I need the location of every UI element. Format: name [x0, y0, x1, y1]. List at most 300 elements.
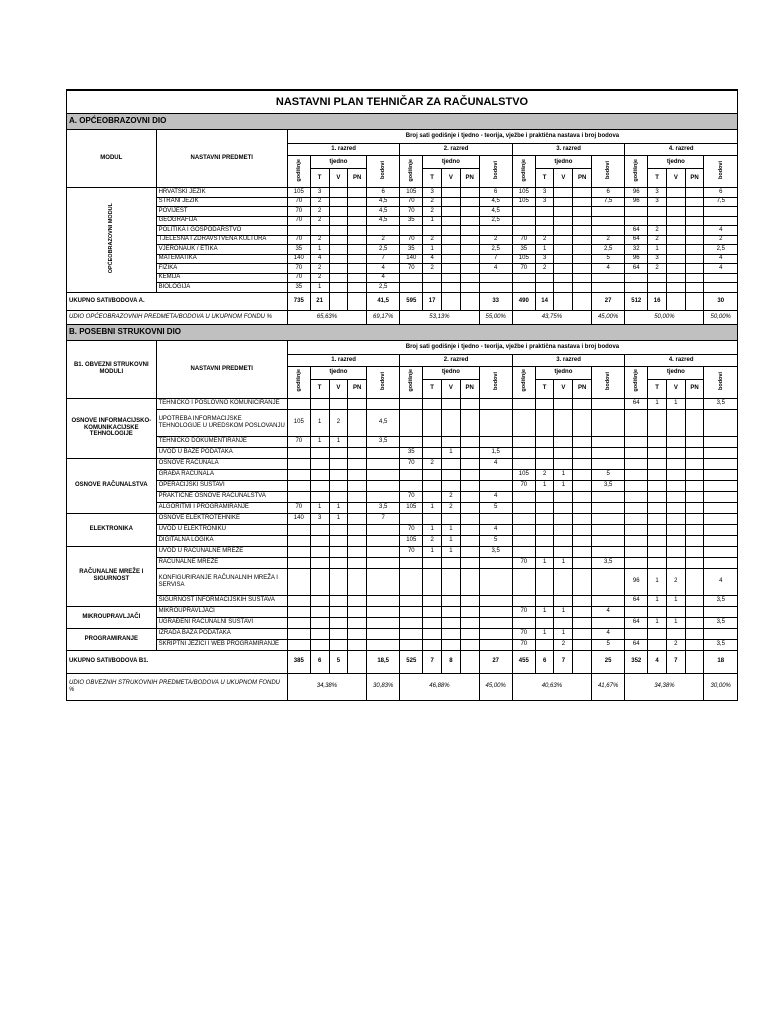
value-cell: 1 — [648, 245, 667, 255]
value-cell — [329, 207, 348, 217]
value-cell — [442, 197, 461, 207]
value-cell: 3 — [535, 197, 554, 207]
subject-name: MIKROUPRAVLJAČI — [156, 606, 287, 617]
value-cell: 2 — [554, 639, 573, 650]
value-cell — [685, 458, 704, 469]
value-cell: 525 — [400, 650, 423, 673]
value-cell — [573, 458, 592, 469]
value-cell — [554, 546, 573, 557]
value-cell — [591, 502, 624, 513]
value-cell — [591, 524, 624, 535]
value-cell — [554, 524, 573, 535]
bodovi-header — [367, 366, 400, 398]
value-cell — [625, 469, 648, 480]
godisnje-header — [287, 156, 310, 188]
value-cell: 35 — [512, 245, 535, 255]
percent-hours: 34,38% — [625, 673, 704, 700]
value-cell — [460, 447, 479, 458]
year-header: 3. razred — [512, 144, 624, 156]
value-cell — [479, 595, 512, 606]
value-cell — [666, 628, 685, 639]
value-cell — [460, 436, 479, 447]
value-cell — [685, 264, 704, 274]
value-cell — [367, 491, 400, 502]
subject-name: TEHNIČKO I POSLOVNO KOMUNICIRANJE — [156, 398, 287, 409]
value-cell — [591, 617, 624, 628]
value-cell — [573, 628, 592, 639]
value-cell — [287, 458, 310, 469]
bodovi-label: bodovi — [605, 371, 612, 390]
value-cell: 1 — [423, 245, 442, 255]
value-cell: 4 — [704, 264, 738, 274]
value-cell — [591, 226, 624, 236]
value-cell: 30 — [704, 292, 738, 310]
value-cell — [367, 639, 400, 650]
value-cell — [348, 513, 367, 524]
percent-points: 30,83% — [367, 673, 400, 700]
value-cell — [554, 535, 573, 546]
value-cell: 1 — [442, 535, 461, 546]
value-cell: 64 — [625, 398, 648, 409]
value-cell: 4,5 — [367, 207, 400, 217]
value-cell: 4 — [591, 606, 624, 617]
value-cell — [554, 207, 573, 217]
value-cell — [685, 226, 704, 236]
value-cell — [591, 568, 624, 595]
value-cell: 1 — [329, 502, 348, 513]
value-cell — [479, 480, 512, 491]
value-cell — [460, 535, 479, 546]
percent-points: 50,00% — [704, 310, 738, 324]
value-cell — [287, 595, 310, 606]
value-cell — [554, 188, 573, 198]
value-cell — [648, 207, 667, 217]
value-cell — [310, 606, 329, 617]
value-cell — [666, 524, 685, 535]
value-cell: 70 — [512, 557, 535, 568]
col-header-predmeti: NASTAVNI PREDMETI — [156, 340, 287, 398]
value-cell — [287, 469, 310, 480]
value-cell — [666, 458, 685, 469]
value-cell — [554, 502, 573, 513]
value-cell — [535, 216, 554, 226]
subject-name: ALGORITMI I PROGRAMIRANJE — [156, 502, 287, 513]
value-cell: 4 — [479, 264, 512, 274]
value-cell: 4 — [479, 491, 512, 502]
tjedno-header: tjedno — [423, 366, 479, 379]
value-cell — [685, 595, 704, 606]
value-cell: 2 — [591, 235, 624, 245]
value-cell: 70 — [400, 264, 423, 274]
subject-name: KEMIJA — [156, 273, 287, 283]
value-cell — [348, 264, 367, 274]
value-cell: 2 — [423, 458, 442, 469]
pn-header: PN — [348, 379, 367, 398]
value-cell — [573, 216, 592, 226]
value-cell: 70 — [400, 207, 423, 217]
value-cell — [460, 197, 479, 207]
value-cell — [460, 235, 479, 245]
value-cell — [573, 436, 592, 447]
value-cell: 8 — [442, 650, 461, 673]
value-cell — [554, 617, 573, 628]
value-cell — [704, 524, 738, 535]
value-cell — [479, 568, 512, 595]
bodovi-label: bodovi — [605, 161, 612, 180]
value-cell — [348, 546, 367, 557]
value-cell: 3 — [648, 188, 667, 198]
value-cell — [442, 639, 461, 650]
v-header: V — [329, 379, 348, 398]
value-cell — [685, 436, 704, 447]
value-cell — [400, 628, 423, 639]
value-cell — [573, 409, 592, 436]
value-cell — [512, 216, 535, 226]
godisnje-header — [287, 366, 310, 398]
value-cell — [535, 502, 554, 513]
value-cell — [704, 491, 738, 502]
value-cell: 735 — [287, 292, 310, 310]
value-cell — [648, 447, 667, 458]
value-cell — [512, 535, 535, 546]
value-cell — [554, 409, 573, 436]
value-cell — [348, 480, 367, 491]
subject-name: HRVATSKI JEZIK — [156, 188, 287, 198]
value-cell — [685, 409, 704, 436]
subject-name: TEHNIČKO DOKUMENTIRANJE — [156, 436, 287, 447]
value-cell — [685, 557, 704, 568]
value-cell — [460, 513, 479, 524]
value-cell: 6 — [591, 188, 624, 198]
value-cell — [512, 502, 535, 513]
value-cell: 4 — [423, 254, 442, 264]
value-cell — [704, 273, 738, 283]
value-cell — [666, 188, 685, 198]
value-cell: 70 — [287, 436, 310, 447]
value-cell — [685, 628, 704, 639]
value-cell — [512, 436, 535, 447]
value-cell — [666, 502, 685, 513]
value-cell: 70 — [400, 235, 423, 245]
value-cell — [400, 513, 423, 524]
value-cell: 3,5 — [704, 617, 738, 628]
value-cell — [348, 216, 367, 226]
value-cell: 2 — [423, 535, 442, 546]
value-cell — [310, 447, 329, 458]
value-cell — [573, 398, 592, 409]
value-cell — [329, 245, 348, 255]
value-cell — [648, 216, 667, 226]
value-cell — [310, 524, 329, 535]
value-cell — [554, 254, 573, 264]
bodovi-label: bodovi — [717, 371, 724, 390]
value-cell — [348, 628, 367, 639]
value-cell — [625, 628, 648, 639]
value-cell — [329, 283, 348, 293]
tjedno-header: tjedno — [535, 156, 591, 169]
t-header: T — [648, 169, 667, 188]
value-cell: 2 — [310, 216, 329, 226]
percent-label: UDIO OPĆEOBRAZOVNIH PREDMETA/BODOVA U UKUPNOM FONDU % — [67, 310, 288, 324]
year-header: 3. razred — [512, 354, 624, 366]
value-cell — [704, 502, 738, 513]
value-cell: 1 — [442, 447, 461, 458]
value-cell — [512, 207, 535, 217]
value-cell — [442, 254, 461, 264]
value-cell — [625, 513, 648, 524]
value-cell — [367, 458, 400, 469]
value-cell: 1 — [648, 568, 667, 595]
value-cell: 5 — [591, 469, 624, 480]
value-cell — [287, 557, 310, 568]
value-cell — [460, 409, 479, 436]
value-cell — [666, 254, 685, 264]
value-cell: 105 — [400, 188, 423, 198]
value-cell — [704, 557, 738, 568]
tjedno-header: tjedno — [423, 156, 479, 169]
value-cell — [625, 409, 648, 436]
year-header: 4. razred — [625, 354, 738, 366]
value-cell — [400, 409, 423, 436]
value-cell — [573, 235, 592, 245]
value-cell: 3 — [535, 254, 554, 264]
value-cell: 3 — [648, 197, 667, 207]
value-cell — [460, 524, 479, 535]
value-cell: 105 — [287, 409, 310, 436]
value-cell — [460, 650, 479, 673]
value-cell — [460, 188, 479, 198]
value-cell: 2 — [535, 264, 554, 274]
value-cell — [310, 535, 329, 546]
value-cell: 70 — [287, 264, 310, 274]
v-header: V — [442, 379, 461, 398]
value-cell: 1 — [554, 469, 573, 480]
value-cell — [535, 283, 554, 293]
value-cell — [625, 436, 648, 447]
value-cell — [348, 502, 367, 513]
value-cell — [348, 568, 367, 595]
module-name: OPĆEOBRAZOVNI MODUL — [108, 203, 115, 274]
value-cell — [591, 436, 624, 447]
value-cell: 4,5 — [367, 216, 400, 226]
value-cell — [535, 546, 554, 557]
v-header: V — [554, 379, 573, 398]
bodovi-label: bodovi — [492, 371, 499, 390]
value-cell — [591, 595, 624, 606]
value-cell — [479, 226, 512, 236]
value-cell — [573, 264, 592, 274]
t-header: T — [423, 379, 442, 398]
subject-name: TJELESNA I ZDRAVSTVENA KULTURA — [156, 235, 287, 245]
godisnje-header — [512, 156, 535, 188]
value-cell: 140 — [287, 254, 310, 264]
value-cell — [367, 469, 400, 480]
value-cell — [554, 197, 573, 207]
value-cell — [704, 469, 738, 480]
value-cell — [685, 188, 704, 198]
value-cell — [704, 628, 738, 639]
value-cell — [512, 447, 535, 458]
value-cell: 105 — [512, 254, 535, 264]
t-header: T — [535, 379, 554, 398]
value-cell — [573, 447, 592, 458]
value-cell — [442, 216, 461, 226]
value-cell — [685, 617, 704, 628]
value-cell: 2 — [704, 235, 738, 245]
percent-hours: 50,00% — [625, 310, 704, 324]
value-cell: 70 — [400, 458, 423, 469]
value-cell — [479, 409, 512, 436]
value-cell: 35 — [400, 447, 423, 458]
value-cell — [310, 226, 329, 236]
value-cell — [423, 595, 442, 606]
value-cell: 41,5 — [367, 292, 400, 310]
value-cell — [573, 188, 592, 198]
value-cell: 3,5 — [704, 639, 738, 650]
value-cell — [329, 292, 348, 310]
value-cell — [554, 513, 573, 524]
value-cell — [554, 595, 573, 606]
value-cell — [479, 469, 512, 480]
t-header: T — [535, 169, 554, 188]
value-cell — [442, 235, 461, 245]
value-cell: 1 — [423, 216, 442, 226]
value-cell: 5 — [479, 535, 512, 546]
value-cell — [704, 436, 738, 447]
value-cell — [310, 595, 329, 606]
module-name: RAČUNALNE MREŽE I SIGURNOST — [67, 546, 157, 606]
value-cell — [573, 254, 592, 264]
value-cell: 1 — [648, 595, 667, 606]
hours-header: Broj sati godišnje i tjedno - teorija, vježbe i praktična nastava i broj bodova — [287, 130, 737, 144]
godisnje-label: godišnje — [633, 369, 640, 393]
subject-name: POVIJEST — [156, 207, 287, 217]
value-cell — [573, 639, 592, 650]
value-cell: 70 — [512, 639, 535, 650]
value-cell — [666, 447, 685, 458]
value-cell — [685, 398, 704, 409]
pn-header: PN — [348, 169, 367, 188]
value-cell: 35 — [287, 245, 310, 255]
bodovi-header — [704, 366, 738, 398]
godisnje-label: godišnje — [408, 158, 415, 182]
value-cell — [442, 469, 461, 480]
value-cell — [442, 628, 461, 639]
value-cell — [348, 226, 367, 236]
subject-name: MATEMATIKA — [156, 254, 287, 264]
subject-name: VJERONAUK / ETIKA — [156, 245, 287, 255]
value-cell: 64 — [625, 617, 648, 628]
value-cell — [704, 458, 738, 469]
value-cell — [685, 513, 704, 524]
value-cell: 2 — [479, 235, 512, 245]
value-cell — [535, 639, 554, 650]
pn-header: PN — [685, 379, 704, 398]
godisnje-label: godišnje — [295, 158, 302, 182]
value-cell — [625, 447, 648, 458]
value-cell — [287, 491, 310, 502]
value-cell — [287, 524, 310, 535]
value-cell — [460, 283, 479, 293]
value-cell: 3,5 — [479, 546, 512, 557]
value-cell: 35 — [400, 216, 423, 226]
value-cell — [329, 491, 348, 502]
value-cell — [460, 469, 479, 480]
percent-points: 45,00% — [479, 673, 512, 700]
godisnje-header — [625, 156, 648, 188]
value-cell — [400, 398, 423, 409]
value-cell — [442, 245, 461, 255]
module-name: ELEKTRONIKA — [67, 513, 157, 546]
value-cell: 455 — [512, 650, 535, 673]
year-header: 1. razred — [287, 144, 399, 156]
value-cell: 7 — [367, 513, 400, 524]
value-cell — [310, 639, 329, 650]
value-cell — [442, 436, 461, 447]
value-cell — [479, 398, 512, 409]
value-cell: 70 — [287, 216, 310, 226]
godisnje-label: godišnje — [633, 158, 640, 182]
value-cell — [460, 502, 479, 513]
value-cell: 3,5 — [591, 557, 624, 568]
value-cell — [625, 207, 648, 217]
subject-name: UPOTREBA INFORMACIJSKE TEHNOLOGIJE U UREDSKOM POSLOVANJU — [156, 409, 287, 436]
value-cell — [287, 546, 310, 557]
year-header: 2. razred — [400, 354, 512, 366]
value-cell — [479, 639, 512, 650]
value-cell — [367, 226, 400, 236]
value-cell — [400, 606, 423, 617]
value-cell — [287, 447, 310, 458]
godisnje-header — [400, 366, 423, 398]
bodovi-header — [591, 366, 624, 398]
module-name: PROGRAMIRANJE — [67, 628, 157, 650]
subject-name: UGRAĐENI RAČUNALNI SUSTAVI — [156, 617, 287, 628]
value-cell: 70 — [512, 264, 535, 274]
tjedno-header: tjedno — [648, 366, 704, 379]
value-cell: 64 — [625, 226, 648, 236]
value-cell — [348, 409, 367, 436]
value-cell — [554, 398, 573, 409]
value-cell — [329, 264, 348, 274]
curriculum-table — [66, 89, 738, 701]
value-cell: 70 — [512, 235, 535, 245]
value-cell: 1 — [554, 606, 573, 617]
value-cell — [554, 568, 573, 595]
value-cell — [591, 207, 624, 217]
value-cell — [460, 546, 479, 557]
value-cell: 18 — [704, 650, 738, 673]
value-cell — [400, 469, 423, 480]
bodovi-label: bodovi — [380, 371, 387, 390]
value-cell — [648, 491, 667, 502]
value-cell — [329, 595, 348, 606]
value-cell: 1 — [535, 606, 554, 617]
value-cell: 2 — [423, 207, 442, 217]
value-cell: 64 — [625, 264, 648, 274]
value-cell: 1 — [648, 398, 667, 409]
value-cell: 385 — [287, 650, 310, 673]
value-cell — [573, 480, 592, 491]
value-cell — [310, 469, 329, 480]
value-cell — [329, 235, 348, 245]
value-cell — [554, 283, 573, 293]
value-cell — [348, 283, 367, 293]
value-cell — [554, 235, 573, 245]
subject-name: IZRADA BAZA PODATAKA — [156, 628, 287, 639]
value-cell: 6 — [704, 188, 738, 198]
value-cell — [648, 513, 667, 524]
